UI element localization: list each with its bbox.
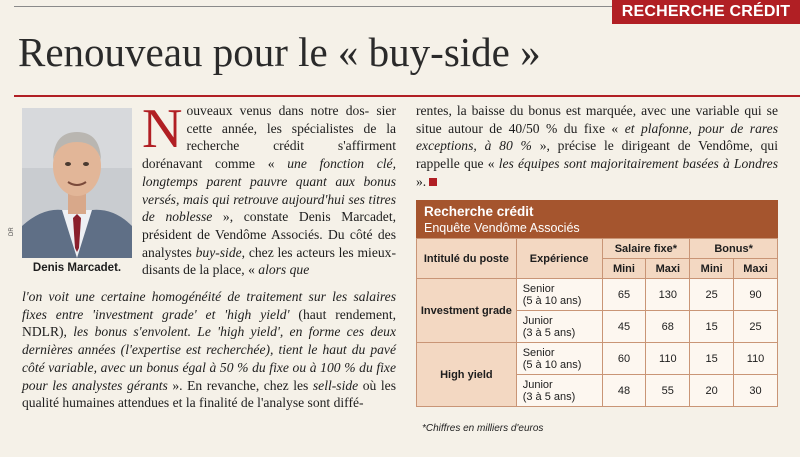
bonus-min-cell: 15 [690,343,734,375]
bonus-max-cell: 25 [734,311,778,343]
experience-cell [516,279,602,311]
bonus-max-cell: 90 [734,279,778,311]
header-bonus: Bonus* [690,239,778,259]
experience-level: Junior [522,314,553,327]
col1-line-1: ouveaux venus dans notre dos- [186,103,370,118]
article-column-2 [416,102,778,191]
article-column-1-lower [22,288,396,412]
col1-text-1: dorénavant comme « [142,156,288,172]
col1-lower-text-1: (haut rendement, NDLR), [22,306,396,340]
header-bonus-mini: Mini [690,259,734,279]
table-row [417,343,778,375]
salary-min-cell: 65 [602,279,646,311]
bonus-max-cell: 30 [734,375,778,407]
headline-rule [14,95,800,97]
experience-years: (5 à 10 ans) [522,358,582,371]
top-rule [14,6,612,7]
col1-line-3: de la recherche crédit s'affirment [186,120,396,154]
col1-text-3: , chez les acteurs les mieux-disants de la place, « [142,244,396,278]
group-high-yield: High yield [417,343,517,407]
experience-years: (3 à 5 ans) [522,326,576,339]
col2-text-3: ». [416,173,427,189]
header-experience: Expérience [516,239,602,279]
salary-min-cell: 48 [602,375,646,407]
col2-quote-1: et plafonne, pour de rares exceptions, à 80 % [416,120,778,154]
col1-line-2: sier cette année, les spécialistes [186,103,396,136]
col1-quote-1: une fonction clé, longtemps parent pauvre quant aux bonus versés, mais qui retrouve aujourd'hui ses titres de noblesse [142,156,396,225]
article-column-1-upper [142,98,396,279]
group-investment-grade: Investment grade [417,279,517,343]
col1-lower-quote: l'on voit une certaine homogénéité de traitement sur les salaires fixes entre 'investment grade' et 'high yield' [22,289,396,322]
experience-cell [516,311,602,343]
col1-lower-sellside: sell-side [312,377,359,393]
header-poste: Intitulé du poste [417,239,517,279]
col2-quote-2: les équipes sont majoritairement basées à Londres [498,156,778,172]
portrait-illustration [22,108,132,258]
salary-max-cell: 130 [646,279,690,311]
experience-level: Junior [522,378,553,391]
table-footnote: *Chiffres en milliers d'euros [422,423,544,434]
header-salaire: Salaire fixe* [602,239,690,259]
bonus-max-cell: 110 [734,343,778,375]
col1-quote-2a: alors que [258,262,310,278]
table-row [417,279,778,311]
experience-level: Senior [522,346,555,359]
drop-cap: N [142,98,183,160]
portrait-photo [22,108,132,258]
col1-buyside: buy-side [195,244,242,260]
photo-credit: DR [9,227,15,236]
headline: Renouveau pour le « buy-side » [18,29,541,75]
bonus-min-cell: 20 [690,375,734,407]
end-mark-icon [429,178,437,186]
salary-table-box [416,200,778,407]
col2-text-1: rentes, la baisse du bonus est marquée, avec une variable qui se situe autour de 40/50 % du fixe « [416,103,778,136]
salary-min-cell: 60 [602,343,646,375]
col1-lower-text-3: où les qualité humaines attendues et la finalité de l'analyse sont diffé- [22,377,396,411]
col2-text-2: », précise le dirigeant de Vendôme, qui rappelle que « [416,138,778,172]
photo-caption: Denis Marcadet. [32,262,122,274]
experience-cell [516,343,602,375]
col1-lower-text-2: ». En revanche, chez les [167,377,313,393]
experience-years: (3 à 5 ans) [522,390,576,403]
header-salaire-mini: Mini [602,259,646,279]
bonus-min-cell: 25 [690,279,734,311]
experience-years: (5 à 10 ans) [522,294,582,307]
header-salaire-maxi: Maxi [646,259,690,279]
salary-min-cell: 45 [602,311,646,343]
salary-max-cell: 55 [646,375,690,407]
experience-level: Senior [522,282,555,295]
table-subtitle: Enquête Vendôme Associés [424,221,580,235]
bonus-min-cell: 15 [690,311,734,343]
section-tag: RECHERCHE CRÉDIT [612,0,800,24]
table-header-band [416,200,778,238]
salary-max-cell: 68 [646,311,690,343]
header-bonus-maxi: Maxi [734,259,778,279]
col1-lower-quote-2: les bonus s'envolent. Le 'high yield', en forme ces deux dernières années (l'expertise est recherchée), tient le haut du pavé côté variable, avec un bonus égal à 50 % du fixe ou à 100 % du fixe pour les analystes gérants [22,324,396,393]
col1-text-2: », constate Denis Marcadet, président de Vendôme Associés. Du côté des analystes [142,209,396,260]
salary-max-cell: 110 [646,343,690,375]
table-title: Recherche crédit [424,204,534,219]
salary-table [416,238,778,407]
experience-cell [516,375,602,407]
